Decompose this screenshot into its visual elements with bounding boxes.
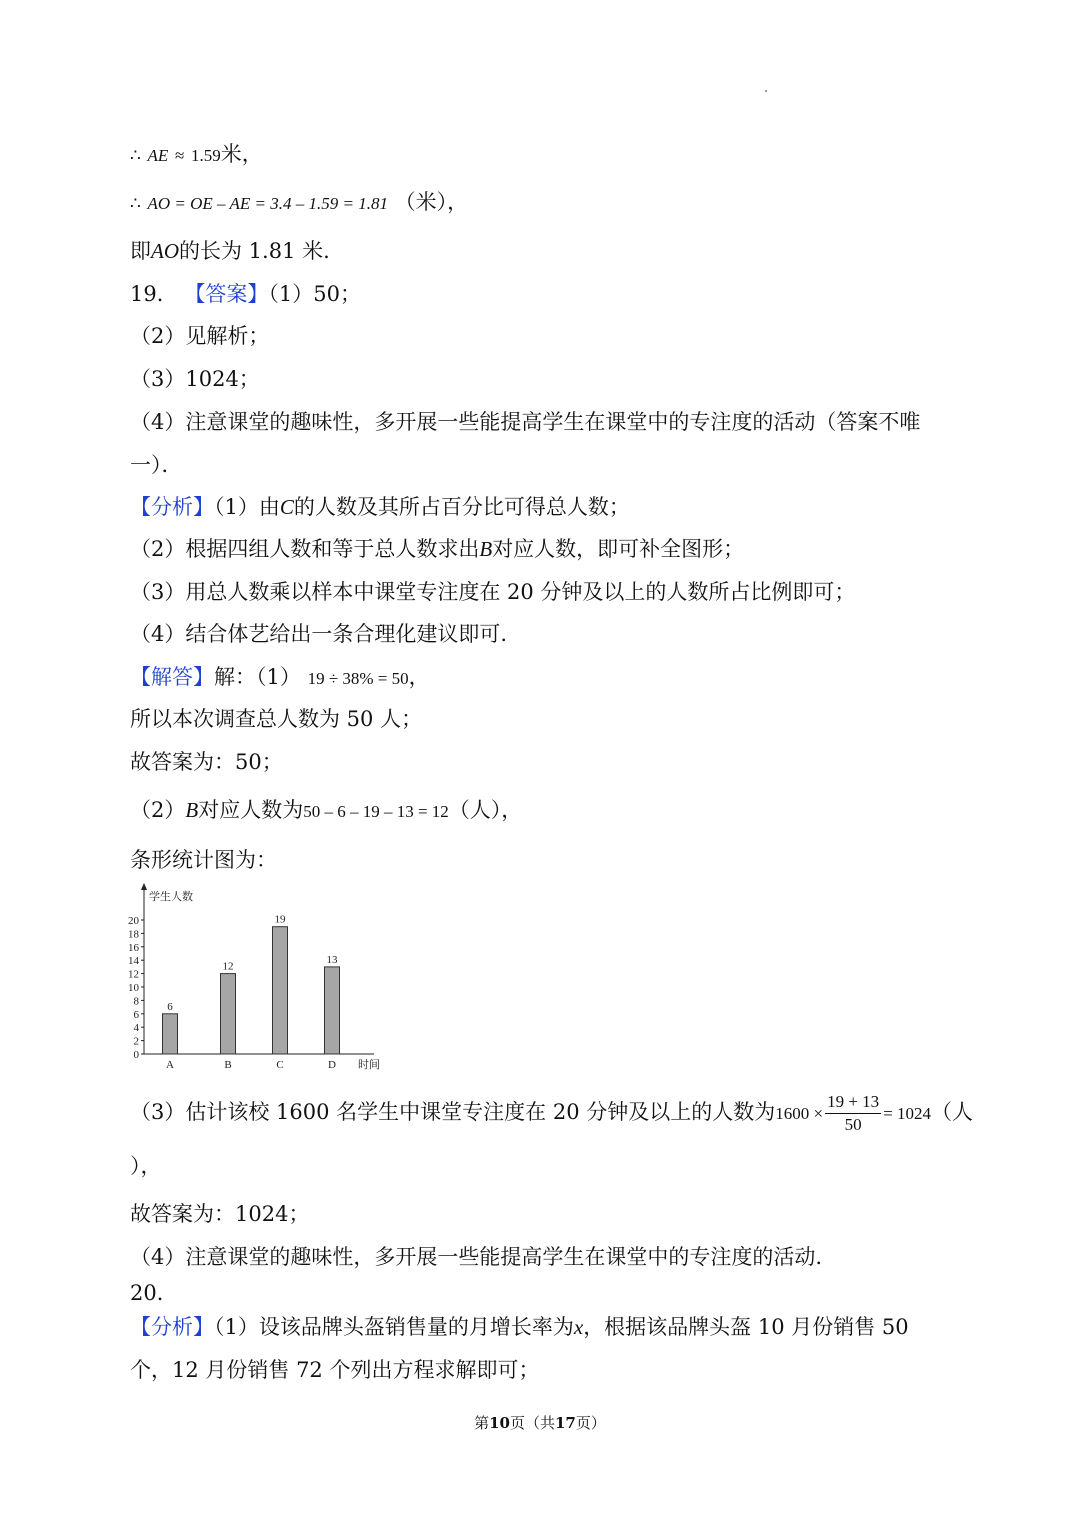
line-ao-result: [130, 237, 330, 265]
y-tick-label: 16: [128, 941, 139, 954]
fraction-numerator: 19 + 13: [825, 1091, 881, 1114]
text: （1）设该品牌头盔销售量的月增长率为: [214, 1315, 574, 1339]
estimate-result: = 1024: [883, 1104, 932, 1123]
subtraction-equation: 50 – 6 – 19 – 13 = 12: [303, 802, 449, 821]
solution-3-line-2: ），: [130, 1154, 162, 1178]
solution-4-line: （4）注意课堂的趣味性，多开展一些能提高学生在课堂中的专注度的活动.: [130, 1245, 823, 1269]
var-c: C: [279, 495, 294, 519]
fraction-denominator: 50: [844, 1115, 862, 1134]
solution-line-3: 故答案为：50；: [130, 750, 283, 774]
y-tick-label: 0: [133, 1049, 139, 1061]
var-b: B: [479, 537, 493, 561]
x-axis-label: 时间: [358, 1058, 380, 1071]
analysis-line-3: （3）用总人数乘以样本中课堂专注度在 20 分钟及以上的人数所占比例即可；: [130, 580, 856, 604]
text: 的长为 1.81 米.: [179, 239, 330, 263]
q19-answer-line: [130, 280, 361, 308]
text: 即: [130, 239, 151, 263]
solution-3-line-3: 故答案为：1024；: [130, 1202, 310, 1226]
y-tick-label: 6: [133, 1008, 139, 1021]
y-tick-label: 8: [133, 995, 139, 1008]
text: （2）: [130, 798, 186, 822]
answer-3: （3）1024；: [130, 367, 260, 391]
var-b: B: [185, 798, 199, 822]
y-tick-label: 20: [128, 915, 139, 927]
text: （2）根据四组人数和等于总人数求出: [130, 537, 480, 561]
page-footer: [0, 1412, 1080, 1433]
question-number: 19．: [130, 282, 178, 306]
text: 对应人数为: [198, 798, 304, 822]
text: 页）: [575, 1414, 606, 1432]
bar-d: [325, 967, 340, 1054]
analysis-line-2: [130, 535, 744, 563]
answer-4a: （4）注意课堂的趣味性，多开展一些能提高学生在课堂中的专注度的活动（答案不唯: [130, 410, 921, 434]
category-label-a: A: [166, 1059, 174, 1071]
therefore-symbol: ∴: [130, 146, 141, 165]
line-ao-calc: [130, 188, 468, 218]
answer-tag: 【答案】: [184, 282, 269, 306]
y-tick-label: 2: [133, 1035, 139, 1048]
chart-intro: 条形统计图为：: [130, 848, 277, 872]
text: 对应人数，即可补全图形；: [492, 537, 745, 561]
data-label-b: 12: [222, 960, 234, 973]
answer-1: （1）50；: [268, 282, 362, 306]
text: 的人数及其所占百分比可得总人数；: [293, 495, 630, 519]
text: 解：（1）: [214, 665, 301, 689]
data-label-c: 19: [274, 913, 286, 926]
answer-2: （2）见解析；: [130, 324, 270, 348]
unit-text: （米），: [394, 190, 469, 214]
y-axis-label: 学生人数: [149, 890, 193, 903]
ao-equation: AO = OE – AE = 3.4 – 1.59 = 1.81: [147, 194, 388, 213]
analysis-line-4: （4）结合体艺给出一条合理化建议即可.: [130, 622, 508, 646]
bar-chart: [118, 880, 388, 1072]
text: ，根据该品牌头盔 10 月份销售 50: [583, 1315, 909, 1339]
unit-text: 米，: [220, 142, 263, 166]
solution-b-line: [130, 796, 522, 826]
text: （3）估计该校 1600 名学生中课堂专注度在 20 分钟及以上的人数为: [130, 1100, 776, 1124]
text: 页（共: [509, 1414, 555, 1432]
category-label-b: B: [224, 1059, 232, 1071]
var-x: x: [573, 1315, 584, 1339]
y-tick-label: 12: [128, 968, 139, 981]
solution-tag: 【解答】: [130, 665, 214, 689]
approx-symbol: ≈: [174, 146, 185, 165]
y-tick-label: 4: [133, 1022, 139, 1035]
analysis-tag: 【分析】: [130, 1315, 214, 1339]
q20-number: 20．: [130, 1281, 178, 1305]
scan-dot: [765, 90, 767, 92]
analysis-tag: 【分析】: [130, 495, 214, 519]
division-equation: 19 ÷ 38% = 50: [307, 669, 409, 688]
y-tick-label: 18: [128, 928, 139, 941]
solution-3-line: [130, 1091, 973, 1136]
y-axis-arrow: [141, 883, 147, 890]
fraction: [825, 1091, 881, 1136]
analysis-line-1: [130, 493, 630, 521]
answer-4b: 一）．: [130, 453, 183, 477]
q20-analysis-line-1: [130, 1313, 909, 1341]
estimate-multiplier: 1600 ×: [775, 1104, 824, 1123]
y-tick-label: 14: [128, 955, 139, 968]
therefore-symbol: ∴: [130, 194, 141, 213]
q20-analysis-line-2: 个，12 月份销售 72 个列出方程求解即可；: [130, 1358, 540, 1382]
text: ，: [408, 665, 430, 689]
page-number: 10: [489, 1414, 510, 1432]
text: （人），: [448, 798, 523, 822]
text: （人: [931, 1100, 974, 1124]
text: 第: [474, 1414, 490, 1432]
text: （1）由: [214, 495, 280, 519]
data-label-a: 6: [167, 1000, 173, 1013]
category-label-d: D: [328, 1059, 336, 1071]
bar-b: [221, 974, 236, 1054]
solution-line-2: 所以本次调查总人数为 50 人；: [130, 707, 423, 731]
bar-a: [163, 1014, 178, 1054]
page-total: 17: [555, 1414, 576, 1432]
y-tick-label: 10: [128, 982, 139, 994]
ae-value: 1.59: [191, 146, 221, 165]
data-label-d: 13: [326, 953, 338, 966]
var-ae: AE: [147, 146, 169, 165]
category-label-c: C: [276, 1059, 284, 1071]
line-ae-approx: [130, 140, 263, 170]
bar-c: [273, 927, 288, 1054]
solution-line-1: [130, 663, 430, 693]
var-ao: AO: [151, 239, 179, 263]
